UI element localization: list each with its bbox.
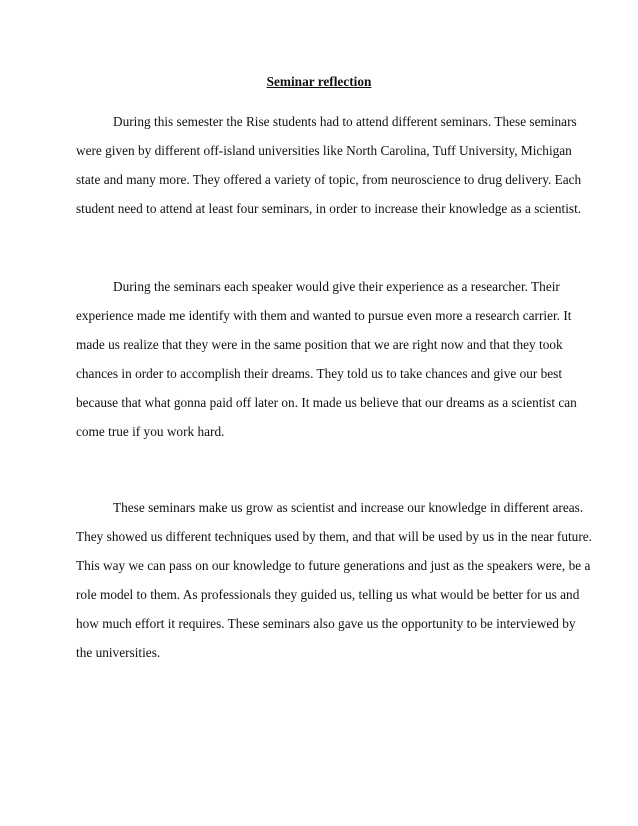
paragraph-line: the universities. <box>76 645 161 660</box>
paragraph-line: student need to attend at least four seminars, in order to increase their knowledge as a scientist. <box>76 201 582 216</box>
paragraph-line: made us realize that they were in the same position that we are right now and that they took <box>76 337 563 352</box>
paragraph-line: This way we can pass on our knowledge to future generations and just as the speakers were, be a <box>76 558 591 573</box>
paragraph-1 <box>76 113 582 229</box>
paragraph-2 <box>76 278 576 452</box>
paragraph-line: chances in order to accomplish their dreams. They told us to take chances and give our best <box>76 366 563 381</box>
paragraph-line: were given by different off-island universities like North Carolina, Tuff University, Michigan <box>76 143 572 158</box>
paragraph-line: how much effort it requires. These seminars also gave us the opportunity to be interviewed by <box>76 616 576 631</box>
paragraph-3 <box>76 499 592 673</box>
paragraph-line: come true if you work hard. <box>76 424 225 439</box>
paragraph-line: state and many more. They offered a variety of topic, from neuroscience to drug delivery. Each <box>76 172 582 187</box>
paragraph-line: During this semester the Rise students had to attend different seminars. These seminars <box>113 114 577 129</box>
paragraph-line: because that what gonna paid off later on. It made us believe that our dreams as a scientist can <box>76 395 577 410</box>
paragraph-line: role model to them. As professionals they guided us, telling us what would be better for us and <box>76 587 580 602</box>
paragraph-line: These seminars make us grow as scientist and increase our knowledge in different areas. <box>113 500 584 515</box>
paragraph-line: experience made me identify with them and wanted to pursue even more a research carrier. It <box>76 308 572 323</box>
paragraph-line: During the seminars each speaker would give their experience as a researcher. Their <box>113 279 560 294</box>
paragraph-line: They showed us different techniques used by them, and that will be used by us in the near future. <box>76 529 592 544</box>
document-title: Seminar reflection <box>266 74 372 89</box>
